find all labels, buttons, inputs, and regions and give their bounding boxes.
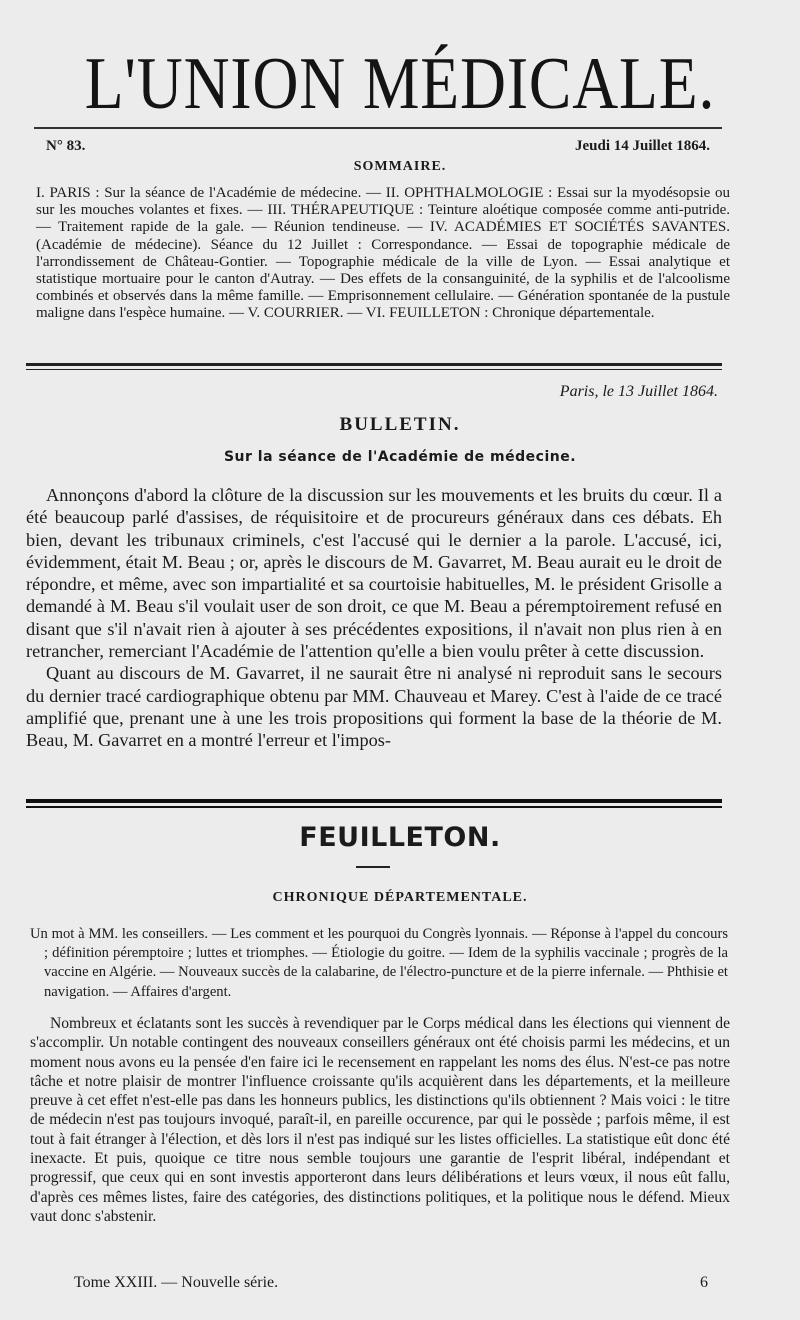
bulletin-paragraph: Quant au discours de M. Gavarret, il ne saurait être ni analysé ni reproduit sans le secours du dernier tracé cardiographique obtenu par MM. Chauveau et Marey. C'est à l'aide de ce tracé amplifié que, prenant une à une les trois propositions qui forment la base de la théorie de M. Beau, M. Gavarret en a montré l'erreur et l'impos-	[26, 663, 722, 751]
bulletin-paragraph: Annonçons d'abord la clôture de la discussion sur les mouvements et les bruits du cœur. Il a été beaucoup parlé d'assises, de réquisitoire et de procureurs généraux dans ces débats. Eh bien, devant les tribunaux criminels, c'est l'accusé qui le dernier a la parole. L'accusé, ici, évidemment, était M. Beau ; or, après le discours de M. Gavarret, M. Beau aurait eu le droit de répondre, et même, avec son impartialité et sa courtoisie habituelles, M. le président Grisolle a demandé à M. Beau s'il voulait user de son droit, ce que M. Beau a péremptoirement refusé en disant que s'il n'avait rien à ajouter à ses précédentes expositions, il n'avait non plus rien à en retrancher, remerciant l'Académie de l'attention qu'elle a bien voulu prêter à cette discussion.	[26, 485, 722, 662]
chronique-heading: CHRONIQUE DÉPARTEMENTALE.	[272, 890, 528, 905]
section-divider	[26, 363, 722, 366]
feuilleton-divider	[26, 799, 722, 803]
bulletin-heading: BULLETIN.	[339, 414, 461, 435]
chronique-body	[30, 1014, 730, 1226]
issue-number: N° 83.	[46, 138, 86, 154]
page-footer	[74, 1274, 708, 1292]
feuilleton-divider-thin	[26, 806, 722, 808]
feuilleton-heading: FEUILLETON.	[299, 822, 501, 853]
sommaire-heading: SOMMAIRE.	[353, 159, 447, 174]
feuilleton-short-rule	[356, 866, 390, 868]
masthead-rule	[34, 127, 722, 129]
section-divider-thin	[26, 369, 722, 370]
chronique-summary	[30, 925, 728, 1002]
footer-page-number: 6	[700, 1274, 708, 1291]
masthead-title: L'UNION MÉDICALE.	[84, 43, 716, 125]
bulletin-subheading: Sur la séance de l'Académie de médecine.	[223, 449, 577, 465]
chronique-summary-text: Un mot à MM. les conseillers. — Les comment et les pourquoi du Congrès lyonnais. — Réponse à l'appel du concours ; définition péremptoire ; luttes et triomphes. — Étiologie du goitre. — Idem de la syphilis vaccinale ; progrès de la vaccine en Algérie. — Nouveaux succès de la calabarine, de l'électro-puncture et de la pierre infernale. — Phthisie et navigation. — Affaires d'argent.	[30, 926, 728, 1000]
bulletin-dateline: Paris, le 13 Juillet 1864.	[559, 383, 718, 400]
chronique-paragraph: Nombreux et éclatants sont les succès à revendiquer par le Corps médical dans les élections qui viennent de s'accomplir. Un notable contingent des nouveaux conseillers généraux ont été choisis parmi les médecins, et un moment nous avons eu la pensée d'en faire ici le recensement en rappelant les noms des élus. N'est-ce pas notre tâche et notre plaisir de montrer l'influence croissante qu'ils acquièrent dans les départements, et la meilleure preuve à cet effet n'est-elle pas dans les honneurs publics, les distinctions qu'ils obtiennent ? Mais voici : le titre de médecin n'est pas toujours invoqué, paraît-il, en pareille occurence, par qui le possède ; parfois même, il est tout à fait étranger à l'élection, et dès lors il n'est pas indiqué sur les listes officielles. La statistique eût donc été inexacte. Et puis, quoique ce titre nous semble toujours une garantie de l'esprit libéral, indépendant et progressif, que ceux qui en sont investis apporteront dans leurs délibérations et leurs vœux, il nous eût fallu, d'après ces mêmes listes, faire des catégories, des distinctions politiques, et la politique nous le défend. Mieux vaut donc s'abstenir.	[30, 1015, 730, 1225]
footer-volume: Tome XXIII. — Nouvelle série.	[74, 1274, 279, 1291]
sommaire-text: I. PARIS : Sur la séance de l'Académie de médecine. — II. OPHTHALMOLOGIE : Essai sur la myodésopsie ou sur les mouches volantes et fixes. — III. THÉRAPEUTIQUE : Teinture aloétique composée comme anti-putride. — Traitement rapide de la gale. — Réunion tendineuse. — IV. ACADÉMIES ET SOCIÉTÉS SAVANTES. (Académie de médecine). Séance du 12 Juillet : Correspondance. — Essai de topographie médicale de l'arrondissement de Château-Gontier. — Topographie médicale de la ville de Lyon. — Essai analytique et statistique mortuaire pour le canton d'Autray. — Des effets de la consanguinité, de la syphilis et de l'alcoolisme combinés et observés dans la même famille. — Emprisonnement cellulaire. — Génération spontanée de la pustule maligne dans l'espèce humaine. — V. COURRIER. — VI. FEUILLETON : Chronique départementale.	[36, 185, 730, 322]
issue-date: Jeudi 14 Juillet 1864.	[574, 138, 710, 154]
bulletin-body	[26, 484, 722, 752]
